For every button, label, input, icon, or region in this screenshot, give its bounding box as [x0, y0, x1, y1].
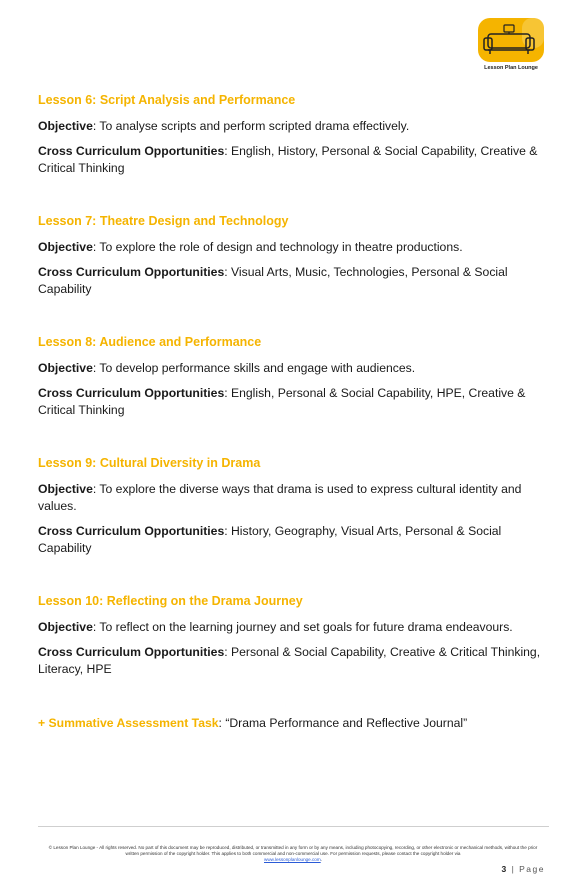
cross-curriculum — [38, 523, 550, 557]
page-separator: | — [507, 864, 520, 874]
objective-label: Objective — [38, 620, 93, 634]
plus-icon: + — [38, 716, 46, 730]
brand-name: Lesson Plan Lounge — [484, 65, 538, 71]
cross-text: : Personal & Social Capability, Creative & Critical Thinking, Literacy, HPE — [38, 645, 541, 676]
lesson-title: Lesson 8: Audience and Performance — [38, 335, 262, 349]
lesson-9 — [38, 456, 550, 557]
objective-label: Objective — [38, 482, 93, 496]
summative-label: Summative Assessment Task — [48, 716, 219, 730]
cross-curriculum — [38, 264, 550, 298]
website-link[interactable]: www.lessonplanlounge.com — [264, 857, 321, 862]
objective — [38, 239, 550, 256]
cross-curriculum — [38, 644, 550, 678]
objective-text: : To reflect on the learning journey and set goals for future drama endeavours. — [92, 620, 513, 634]
lesson-title: Lesson 10: Reflecting on the Drama Journey — [38, 594, 303, 608]
summative-text: : “Drama Performance and Reflective Journal” — [218, 716, 468, 730]
lesson-10 — [38, 594, 550, 678]
objective — [38, 619, 550, 636]
objective — [38, 360, 550, 377]
cross-label: Cross Curriculum Opportunities — [38, 386, 225, 400]
lesson-title: Lesson 9: Cultural Diversity in Drama — [38, 456, 261, 470]
lesson-6 — [38, 93, 550, 177]
cross-label: Cross Curriculum Opportunities — [38, 645, 225, 659]
cross-curriculum — [38, 143, 550, 177]
cross-text: : Visual Arts, Music, Technologies, Personal & Social Capability — [38, 265, 508, 296]
cross-text: : History, Geography, Visual Arts, Personal & Social Capability — [38, 524, 502, 555]
objective-label: Objective — [38, 240, 93, 254]
cross-label: Cross Curriculum Opportunities — [38, 144, 225, 158]
objective — [38, 118, 550, 135]
lesson-7 — [38, 214, 550, 298]
cross-text: : English, Personal & Social Capability, HPE, Creative & Critical Thinking — [38, 386, 526, 417]
brand-logo — [474, 16, 548, 74]
copyright-text: © Lesson Plan Lounge - All rights reserved. No part of this document may be reproduced, distributed, or transmitted in any form or by any means, including photocopying, recording, or other electronic or mechanical methods, without the prior written permission of the copyright holder. This applies to both commercial and non-commercial use. For permission requests, please contact the copyright holder via — [48, 845, 538, 856]
link-suffix: . — [320, 857, 322, 862]
page-number-value: 3 — [501, 864, 508, 874]
lesson-title: Lesson 7: Theatre Design and Technology — [38, 214, 289, 228]
objective-text: : To explore the diverse ways that drama is used to express cultural identity and values. — [38, 482, 522, 513]
page-number — [501, 864, 545, 874]
cross-label: Cross Curriculum Opportunities — [38, 265, 225, 279]
page-label: Page — [519, 864, 545, 874]
lesson-list — [38, 93, 550, 744]
lesson-8 — [38, 335, 550, 419]
objective-label: Objective — [38, 119, 93, 133]
objective-text: : To develop performance skills and engage with audiences. — [92, 361, 416, 375]
lesson-title: Lesson 6: Script Analysis and Performance — [38, 93, 296, 107]
cross-curriculum — [38, 385, 550, 419]
couch-icon — [474, 16, 548, 64]
cross-label: Cross Curriculum Opportunities — [38, 524, 225, 538]
objective-text: : To explore the role of design and technology in theatre productions. — [92, 240, 463, 254]
footer-divider — [38, 826, 549, 827]
objective — [38, 481, 550, 515]
cross-text: : English, History, Personal & Social Capability, Creative & Critical Thinking — [38, 144, 538, 175]
copyright-notice — [42, 845, 544, 863]
objective-text: : To analyse scripts and perform scripted drama effectively. — [92, 119, 410, 133]
summative-task — [38, 715, 550, 732]
objective-label: Objective — [38, 361, 93, 375]
